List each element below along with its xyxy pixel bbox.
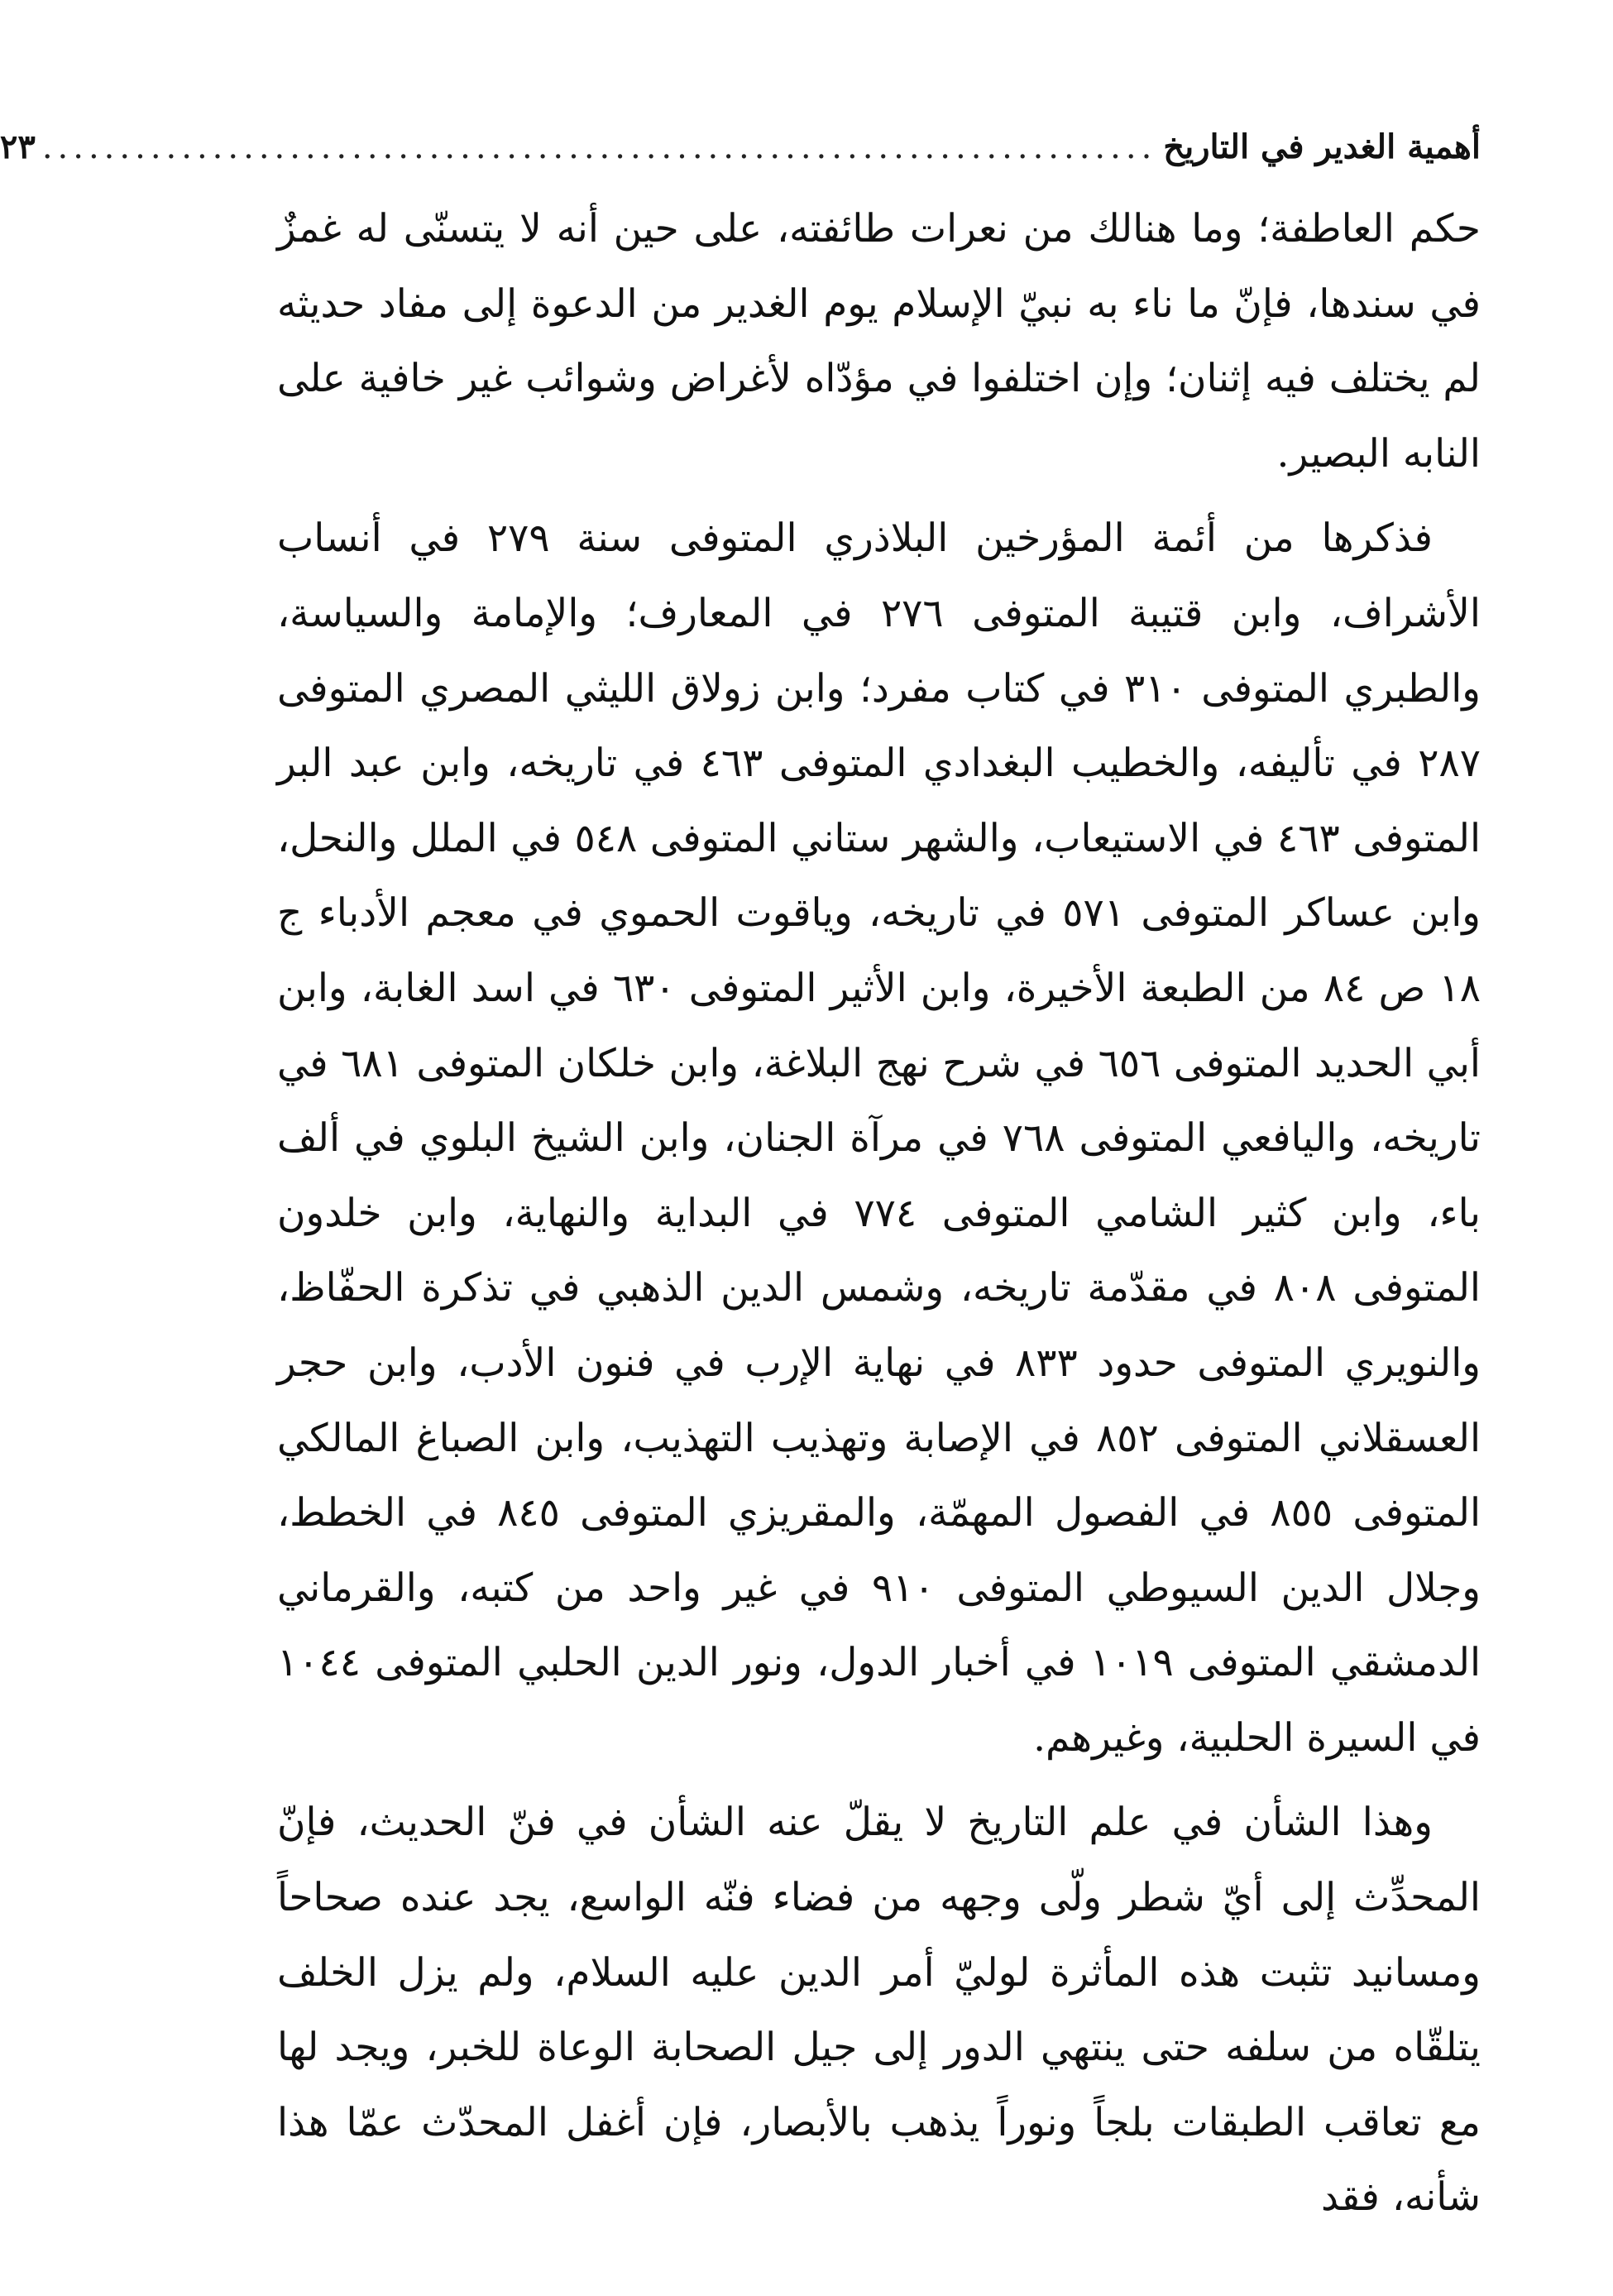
paragraph-2: فذكرها من أئمة المؤرخين البلاذري المتوفى سنة ٢٧٩ في أنساب الأشراف، وابن قتيبة المتوفى ٢٧٦ في المعارف؛ والإمامة والسياسة، والطبري المتوفى ٣١٠ في كتاب مفرد؛ وابن زولاق الليثي المصري المتوفى ٢٨٧ في تأليفه، والخطيب البغدادي المتوفى ٤٦٣ في تاريخه، وابن عبد البر المتوفى ٤٦٣ في الاستيعاب، والشهر ستاني المتوفى ٥٤٨ في الملل والنحل، وابن عساكر المتوفى ٥٧١ في تاريخه، وياقوت الحموي في معجم الأدباء ج ١٨ ص ٨٤ من الطبعة الأخيرة، وابن الأثير المتوفى ٦٣٠ في اسد الغابة، وابن أبي الحديد المتوفى ٦٥٦ في شرح نهج البلاغة، وابن خلكان المتوفى ٦٨١ في تاريخه، واليافعي المتوفى ٧٦٨ في مرآة الجنان، وابن الشيخ البلوي في ألف باء، وابن كثير الشامي المتوفى ٧٧٤ في البداية والنهاية، وابن خلدون المتوفى ٨٠٨ في مقدّمة تاريخه، وشمس الدين الذهبي في تذكرة الحفّاظ، والنويري المتوفى حدود ٨٣٣ في نهاية الإرب في فنون الأدب، وابن حجر العسقلاني المتوفى ٨٥٢ في الإصابة وتهذيب التهذيب، وابن الصباغ المالكي المتوفى ٨٥٥ في الفصول المهمّة، والمقريزي المتوفى ٨٤٥ في الخطط، وجلال الدين السيوطي المتوفى ٩١٠ في غير واحد من كتبه، والقرماني الدمشقي المتوفى ١٠١٩ في أخبار الدول، ونور الدين الحلبي المتوفى ١٠٤٤ في السيرة الحلبية، وغيرهم. [277, 515, 1481, 1761]
leader-dots: ........................................................................ [41, 128, 1157, 166]
paragraph-3: وهذا الشأن في علم التاريخ لا يقلّ عنه الشأن في فنّ الحديث، فإنّ المحدِّث إلى أيّ شطر ولّى وجهه من فضاء فنّه الواسع، يجد عنده صحاحاً ومسانيد تثبت هذه المأثرة لوليّ أمر الدين عليه السلام، ولم يزل الخلف يتلقّاه من سلفه حتى ينتهي الدور إلى جيل الصحابة الوعاة للخبر، ويجد لها مع تعاقب الطبقات بلجاً ونوراً يذهب بالأبصار، فإن أغفل المحدّث عمّا هذا شأنه، فقد [277, 1800, 1481, 2221]
body-text [277, 192, 1481, 2236]
paragraph-1: حكم العاطفة؛ وما هنالك من نعرات طائفته، على حين أنه لا يتسنّى له غمزٌ في سندها، فإنّ ما ناء به نبيّ الإسلام يوم الغدير من الدعوة إلى مفاد حديثه لم يختلف فيه إثنان؛ وإن اختلفوا في مؤدّاه لأغراض وشوائب غير خافية على النابه البصير. [277, 206, 1481, 477]
chapter-title: أهمية الغدير في التاريخ [1163, 127, 1481, 166]
page-number: ٢٣ [0, 127, 36, 166]
running-header [0, 124, 1481, 170]
